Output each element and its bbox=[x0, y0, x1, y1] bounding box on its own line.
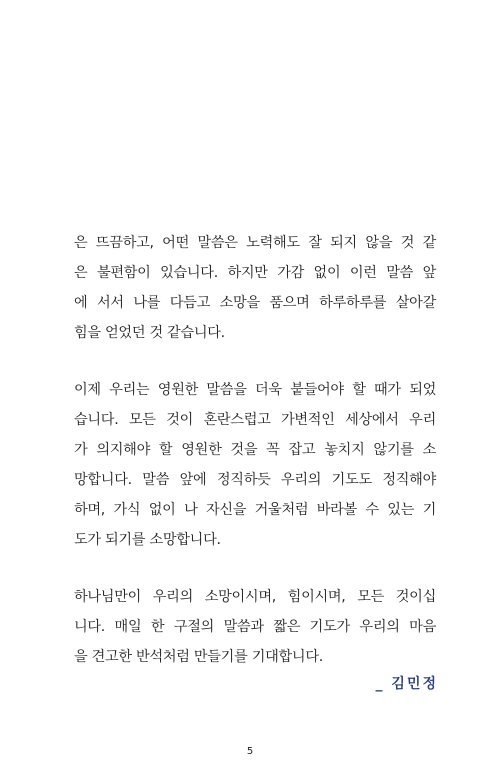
paragraph-line: 가 의지해야 할 영원한 것을 꼭 잡고 놓치지 않기를 소 bbox=[74, 442, 436, 458]
paragraph-line: 은 불편함이 있습니다. 하지만 가감 없이 이런 말씀 앞 bbox=[74, 265, 436, 281]
paragraph-line: 은 뜨끔하고, 어떤 말씀은 노력해도 잘 되지 않을 것 같 bbox=[74, 235, 436, 251]
paragraph-line: 이제 우리는 영원한 말씀을 더욱 붙들어야 할 때가 되었 bbox=[74, 382, 436, 398]
paragraph-line: 니다. 매일 한 구절의 말씀과 짧은 기도가 우리의 마음 bbox=[74, 619, 436, 635]
paragraph-3 bbox=[74, 582, 436, 672]
paragraph-line: 망합니다. 말씀 앞에 정직하듯 우리의 기도도 정직해야 bbox=[74, 472, 436, 488]
paragraph-line: 하나님만이 우리의 소망이시며, 힘이시며, 모든 것이십 bbox=[74, 589, 436, 605]
paragraph-line: 도가 되기를 소망합니다. bbox=[74, 532, 221, 548]
paragraph-2 bbox=[74, 375, 436, 555]
paragraph-1 bbox=[74, 228, 436, 348]
page-number: 5 bbox=[246, 746, 254, 757]
paragraph-line: 을 견고한 반석처럼 만들기를 기대합니다. bbox=[74, 649, 323, 665]
author-signature: _ 김민정 bbox=[375, 676, 438, 692]
paragraph-line: 힘을 얻었던 것 같습니다. bbox=[74, 325, 225, 341]
paragraph-line: 에 서서 나를 다듬고 소망을 품으며 하루하루를 살아갈 bbox=[74, 295, 436, 311]
paragraph-line: 습니다. 모든 것이 혼란스럽고 가변적인 세상에서 우리 bbox=[74, 412, 436, 428]
paragraph-line: 하며, 가식 없이 나 자신을 거울처럼 바라볼 수 있는 기 bbox=[74, 502, 436, 518]
